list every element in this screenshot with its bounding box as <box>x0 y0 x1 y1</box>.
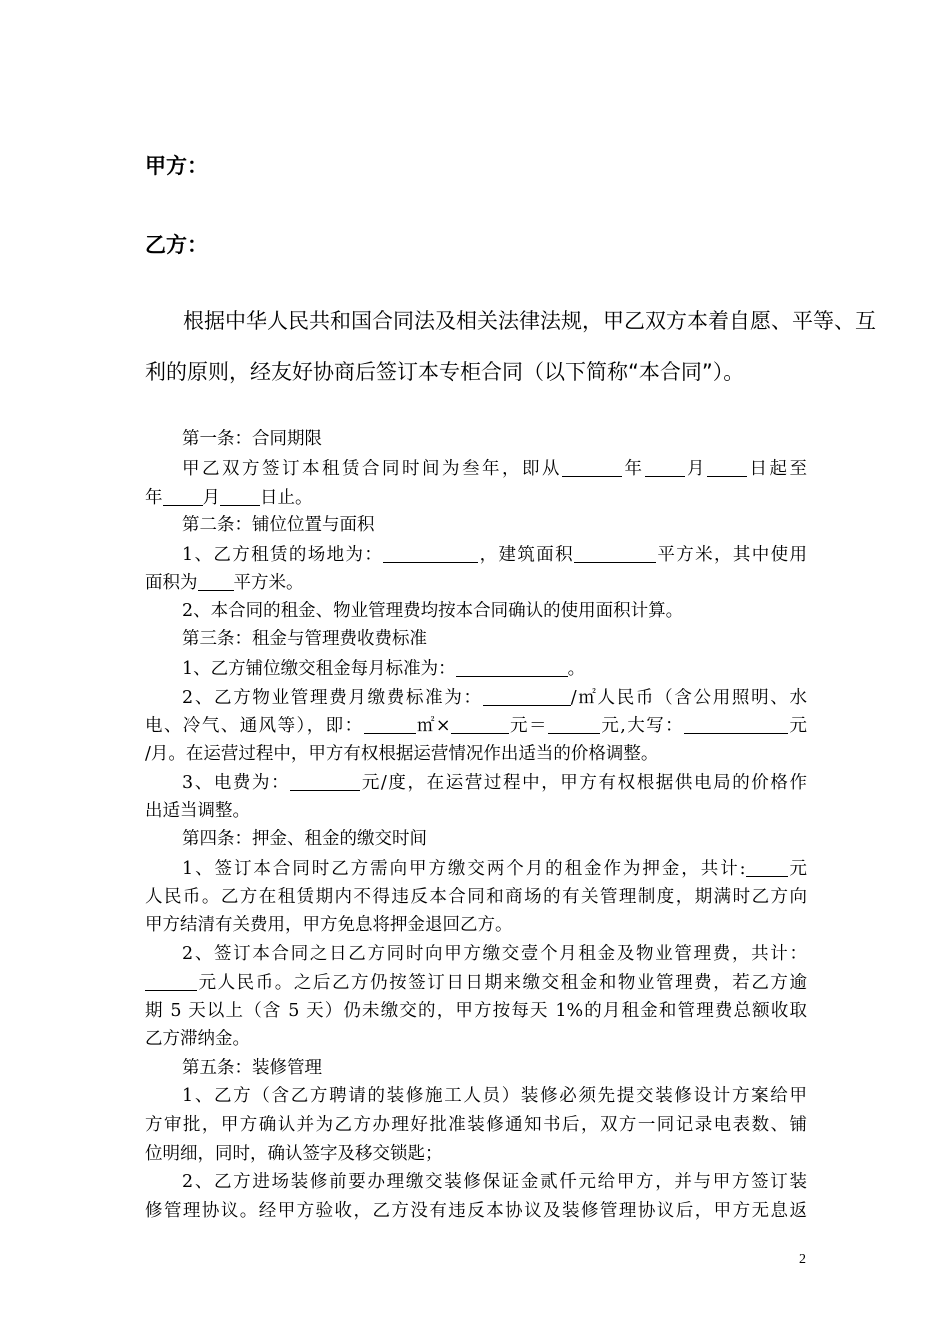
article-3-para-3-line-2: 出适当调整。 <box>145 801 250 821</box>
article-4-title: 第四条：押金、租金的缴交时间 <box>182 829 427 849</box>
article-3-para-1: 1、乙方铺位缴交租金每月标准为： 。 <box>182 659 586 679</box>
blank-end-month <box>220 486 260 506</box>
article-3-para-2-line-1: 2、乙方物业管理费月缴费标准为： /㎡人民币（含公用照明、水 <box>182 688 807 708</box>
blank-start-day <box>707 457 747 477</box>
article-3-para-3-line-1: 3、电费为： 元/度，在运营过程中，甲方有权根据供电局的价格作 <box>182 773 807 793</box>
article-2-para-1-line-1: 1、乙方租赁的场地为： ，建筑面积 平方米，其中使用 <box>182 545 808 565</box>
article-2-title: 第二条：铺位位置与面积 <box>182 515 375 535</box>
article-1-line-2: 年 月 日止。 <box>145 488 313 508</box>
blank-start-month <box>645 457 685 477</box>
article-4-para-1-line-3: 甲方结清有关费用，甲方免息将押金退回乙方。 <box>145 915 513 935</box>
blank-unit-price <box>451 714 509 734</box>
article-4-para-2-line-3: 期 5 天以上（含 5 天）仍未缴交的，甲方按每天 1%的月租金和管理费总额收取 <box>145 1001 807 1021</box>
article-3-para-2-line-3: /月。在运营过程中，甲方有权根据运营情况作出适当的价格调整。 <box>145 744 659 764</box>
party-b-label: 乙方： <box>145 233 208 257</box>
party-a-label: 甲方： <box>145 154 208 178</box>
article-2-para-2: 2、本合同的租金、物业管理费均按本合同确认的使用面积计算。 <box>182 601 684 621</box>
article-4-para-1-line-2: 人民币。乙方在租赁期内不得违反本合同和商场的有关管理制度，期满时乙方向 <box>145 887 807 907</box>
article-3-title: 第三条：租金与管理费收费标准 <box>182 629 427 649</box>
article-5-para-2-line-1: 2、乙方进场装修前要办理缴交装修保证金贰仟元给甲方，并与甲方签订装 <box>182 1172 807 1192</box>
intro-line-1: 根据中华人民共和国合同法及相关法律法规，甲乙双方本着自愿、平等、互 <box>183 309 876 333</box>
blank-building-area <box>574 543 656 563</box>
page-number: 2 <box>799 1252 806 1267</box>
article-5-para-2-line-2: 修管理协议。经甲方验收，乙方没有违反本协议及装修管理协议后，甲方无息返 <box>145 1201 807 1221</box>
article-4-para-2-line-2: 元人民币。之后乙方仍按签订日日期来缴交租金和物业管理费，若乙方逾 <box>145 971 807 994</box>
article-4-para-2-line-4: 乙方滞纳金。 <box>145 1029 250 1049</box>
blank-monthly-rent <box>456 657 568 677</box>
article-5-title: 第五条：装修管理 <box>182 1058 322 1078</box>
article-4-para-2-line-1: 2、签订本合同之日乙方同时向甲方缴交壹个月租金及物业管理费，共计： <box>182 944 807 964</box>
blank-first-payment <box>145 971 197 991</box>
blank-usable-area <box>198 571 234 591</box>
article-1-title: 第一条：合同期限 <box>182 429 322 449</box>
article-4-para-1-line-1: 1、签订本合同时乙方需向甲方缴交两个月的租金作为押金，共计: 元 <box>182 859 808 879</box>
blank-mgmt-fee-rate <box>483 686 571 706</box>
blank-area-sqm <box>364 714 416 734</box>
article-1-line-1: 甲乙双方签订本租赁合同时间为叁年，即从 年 月 日起至 <box>182 459 807 479</box>
blank-electricity-rate <box>290 771 360 791</box>
article-3-para-2-line-2: 电、冷气、通风等），即： ㎡× 元＝ 元,大写： 元 <box>145 716 808 736</box>
blank-fee-total <box>548 714 600 734</box>
blank-deposit-amount <box>746 857 788 877</box>
blank-site-location <box>383 543 478 563</box>
intro-line-2: 利的原则，经友好协商后签订本专柜合同（以下简称“本合同”）。 <box>145 360 745 384</box>
blank-end-year <box>163 486 203 506</box>
article-5-para-1-line-2: 方审批，甲方确认并为乙方办理好批准装修通知书后，双方一同记录电表数、铺 <box>145 1115 807 1135</box>
blank-fee-in-words <box>684 714 788 734</box>
article-5-para-1-line-3: 位明细，同时，确认签字及移交锁匙； <box>145 1144 443 1164</box>
article-2-para-1-line-2: 面积为 平方米。 <box>145 573 304 593</box>
article-5-para-1-line-1: 1、乙方（含乙方聘请的装修施工人员）装修必须先提交装修设计方案给甲 <box>182 1086 807 1106</box>
blank-start-year <box>562 457 622 477</box>
